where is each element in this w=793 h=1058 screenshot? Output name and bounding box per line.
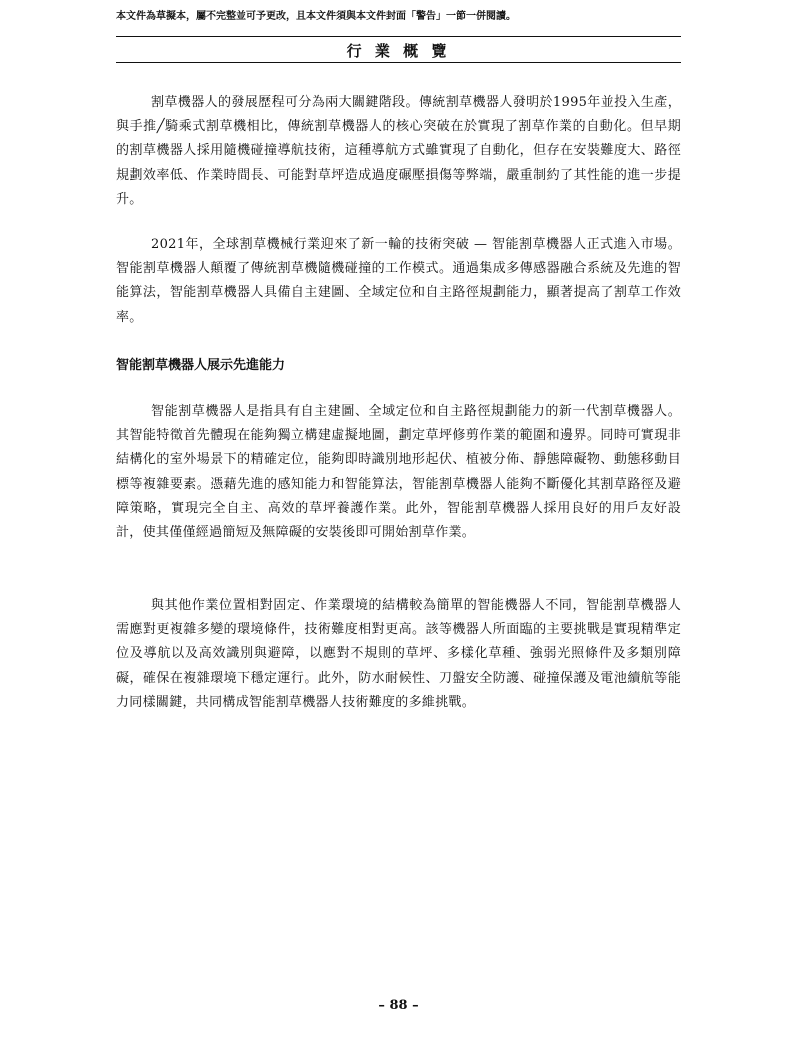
body-paragraph-3: 智能割草機器人是指具有自主建圖、全域定位和自主路徑規劃能力的新一代割草機器人。其智能特徵首先體現在能夠獨立構建虛擬地圖，劃定草坪修剪作業的範圍和邊界。同時可實現非結構化的室外場景下的精確定位，能夠即時識別地形起伏、植被分佈、靜態障礙物、動態移動目標等複雜要素。憑藉先進的感知能力和智能算法，智能割草機器人能夠不斷優化其割草路徑及避障策略，實現完全自主、高效的草坪養護作業。此外，智能割草機器人採用良好的用戶友好設計，使其僅僅經過簡短及無障礙的安裝後即可開始割草作業。 (116, 404, 681, 541)
header-rule-top (116, 36, 681, 37)
body-paragraph-1: 割草機器人的發展歷程可分為兩大關鍵階段。傳統割草機器人發明於1995年並投入生產，與手推╱騎乘式割草機相比，傳統割草機器人的核心突破在於實現了割草作業的自動化。但早期的割草機器人採用隨機碰撞導航技術，這種導航方式雖實現了自動化，但存在安裝難度大、路徑規劃效率低、作業時間長、可能對草坪造成過度碾壓損傷等弊端，嚴重制約了其性能的進一步提升。 (116, 95, 681, 207)
draft-disclaimer: 本文件為草擬本，屬不完整並可予更改，且本文件須與本文件封面「警告」一節一併閱讀。 (116, 11, 516, 22)
body-paragraph-2: 2021年，全球割草機械行業迎來了新一輪的技術突破 — 智能割草機器人正式進入市場。智能割草機器人顛覆了傳統割草機隨機碰撞的工作模式。通過集成多傳感器融合系統及先進的智能算法，智能割草機器人具備自主建圖、全域定位和自主路徑規劃能力，顯著提高了割草工作效率。 (116, 237, 681, 325)
header-rule-bottom (116, 62, 681, 63)
subheading: 智能割草機器人展示先進能力 (116, 358, 286, 373)
section-title: 行 業 概 覽 (346, 42, 451, 60)
body-paragraph-4: 與其他作業位置相對固定、作業環境的結構較為簡單的智能機器人不同，智能割草機器人需應對更複雜多變的環境條件，技術難度相對更高。該等機器人所面臨的主要挑戰是實現精準定位及導航以及高效識別與避障，以應對不規則的草坪、多樣化草種、強弱光照條件及多類別障礙，確保在複雜環境下穩定運行。此外，防水耐候性、刀盤安全防護、碰撞保護及電池續航等能力同樣關鍵，共同構成智能割草機器人技術難度的多維挑戰。 (116, 598, 681, 710)
page-number: – 88 – (378, 998, 419, 1013)
